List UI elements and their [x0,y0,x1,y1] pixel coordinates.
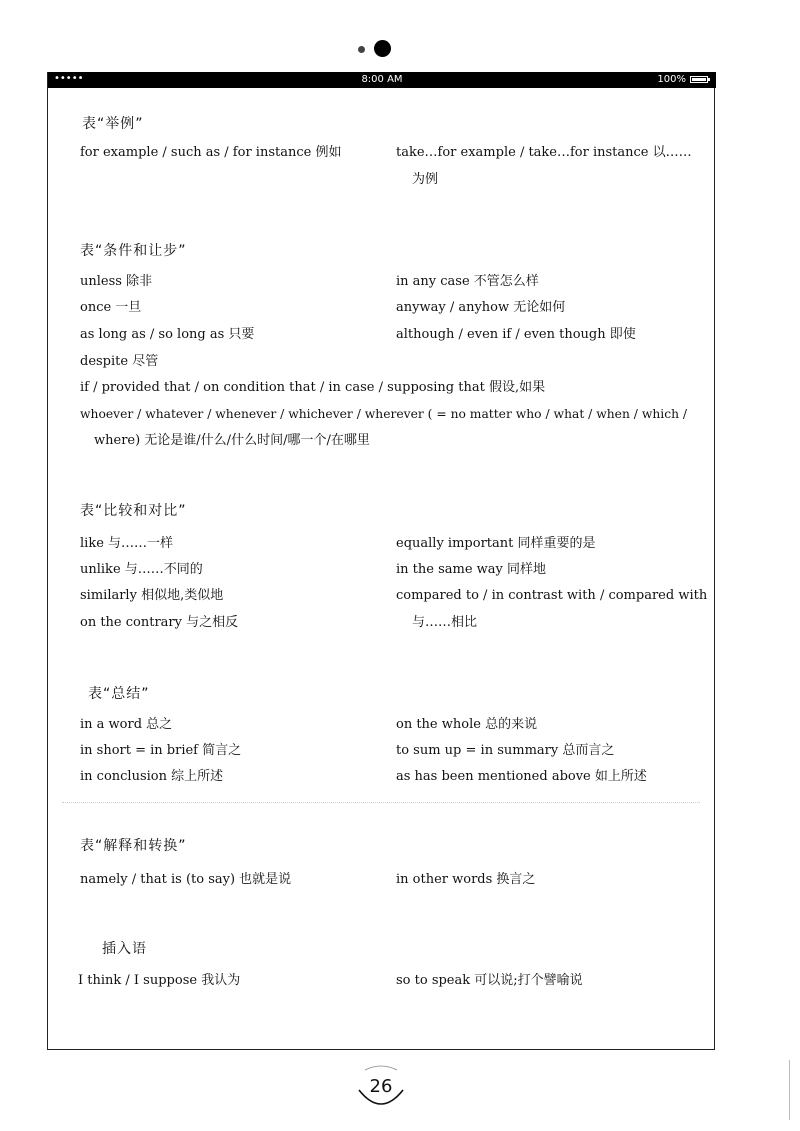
phrase-item: namely / that is (to say) 也就是说 [80,872,292,887]
phrase-item: compared to / in contrast with / compared with [396,588,708,603]
page-number-text: 26 [369,1076,393,1097]
phrase-item: to sum up = in summary 总而言之 [396,743,615,758]
divider [62,802,700,803]
phrase-item: on the contrary 与之相反 [80,615,239,630]
section-heading-comparison: 表“比较和对比” [80,503,187,519]
phrase-item: anyway / anyhow 无论如何 [396,300,566,315]
phrase-item: so to speak 可以说;打个譬喻说 [396,973,583,988]
phrase-item: take…for example / take…for instance 以…… [396,145,692,160]
device-camera [358,40,398,62]
phrase-item: 与……相比 [412,615,478,630]
phrase-item: despite 尽管 [80,354,159,369]
phrase-item: in the same way 同样地 [396,562,547,577]
status-bar [48,72,716,88]
phrase-item: in conclusion 综上所述 [80,769,224,784]
phrase-item: although / even if / even though 即使 [396,327,636,342]
phrase-item: as long as / so long as 只要 [80,327,255,342]
section-heading-summary: 表“总结” [88,686,150,702]
margin-line [789,1060,790,1120]
phrase-item: in short = in brief 简言之 [80,743,242,758]
phrase-item: in other words 换言之 [396,872,536,887]
signal-indicator: ••••• [54,73,84,84]
camera-sensor-icon [358,46,365,53]
phrase-item: 为例 [412,172,439,187]
phrase-item: on the whole 总的来说 [396,717,538,732]
section-heading-examples: 表“举例” [82,116,144,132]
section-heading-explanation: 表“解释和转换” [80,838,187,854]
phrase-item: once 一旦 [80,300,142,315]
battery-percent: 100% [657,74,686,85]
phrase-item: like 与……一样 [80,536,174,551]
section-heading-conditions: 表“条件和让步” [80,243,187,259]
status-time: 8:00 AM [361,74,403,85]
phrase-item: unless 除非 [80,274,153,289]
phrase-item: as has been mentioned above 如上所述 [396,769,647,784]
section-heading-parenthesis: 插入语 [102,941,147,957]
camera-lens-icon [374,40,391,57]
battery-indicator [657,74,708,85]
phrase-item: for example / such as / for instance 例如 [80,145,342,160]
phrase-item: in a word 总之 [80,717,173,732]
phrase-item: where) 无论是谁/什么/什么时间/哪一个/在哪里 [94,433,370,448]
phrase-item: I think / I suppose 我认为 [78,973,241,988]
phrase-item: unlike 与……不同的 [80,562,203,577]
phrase-item: if / provided that / on condition that / in case / supposing that 假设,如果 [80,380,546,395]
phrase-item: in any case 不管怎么样 [396,274,539,289]
phrase-item: similarly 相似地,类似地 [80,588,224,603]
battery-icon [690,76,708,83]
page-number [355,1060,407,1112]
phrase-item: equally important 同样重要的是 [396,536,596,551]
phrase-item: whoever / whatever / whenever / whichever / wherever ( = no matter who / what / when / which / [80,407,688,421]
